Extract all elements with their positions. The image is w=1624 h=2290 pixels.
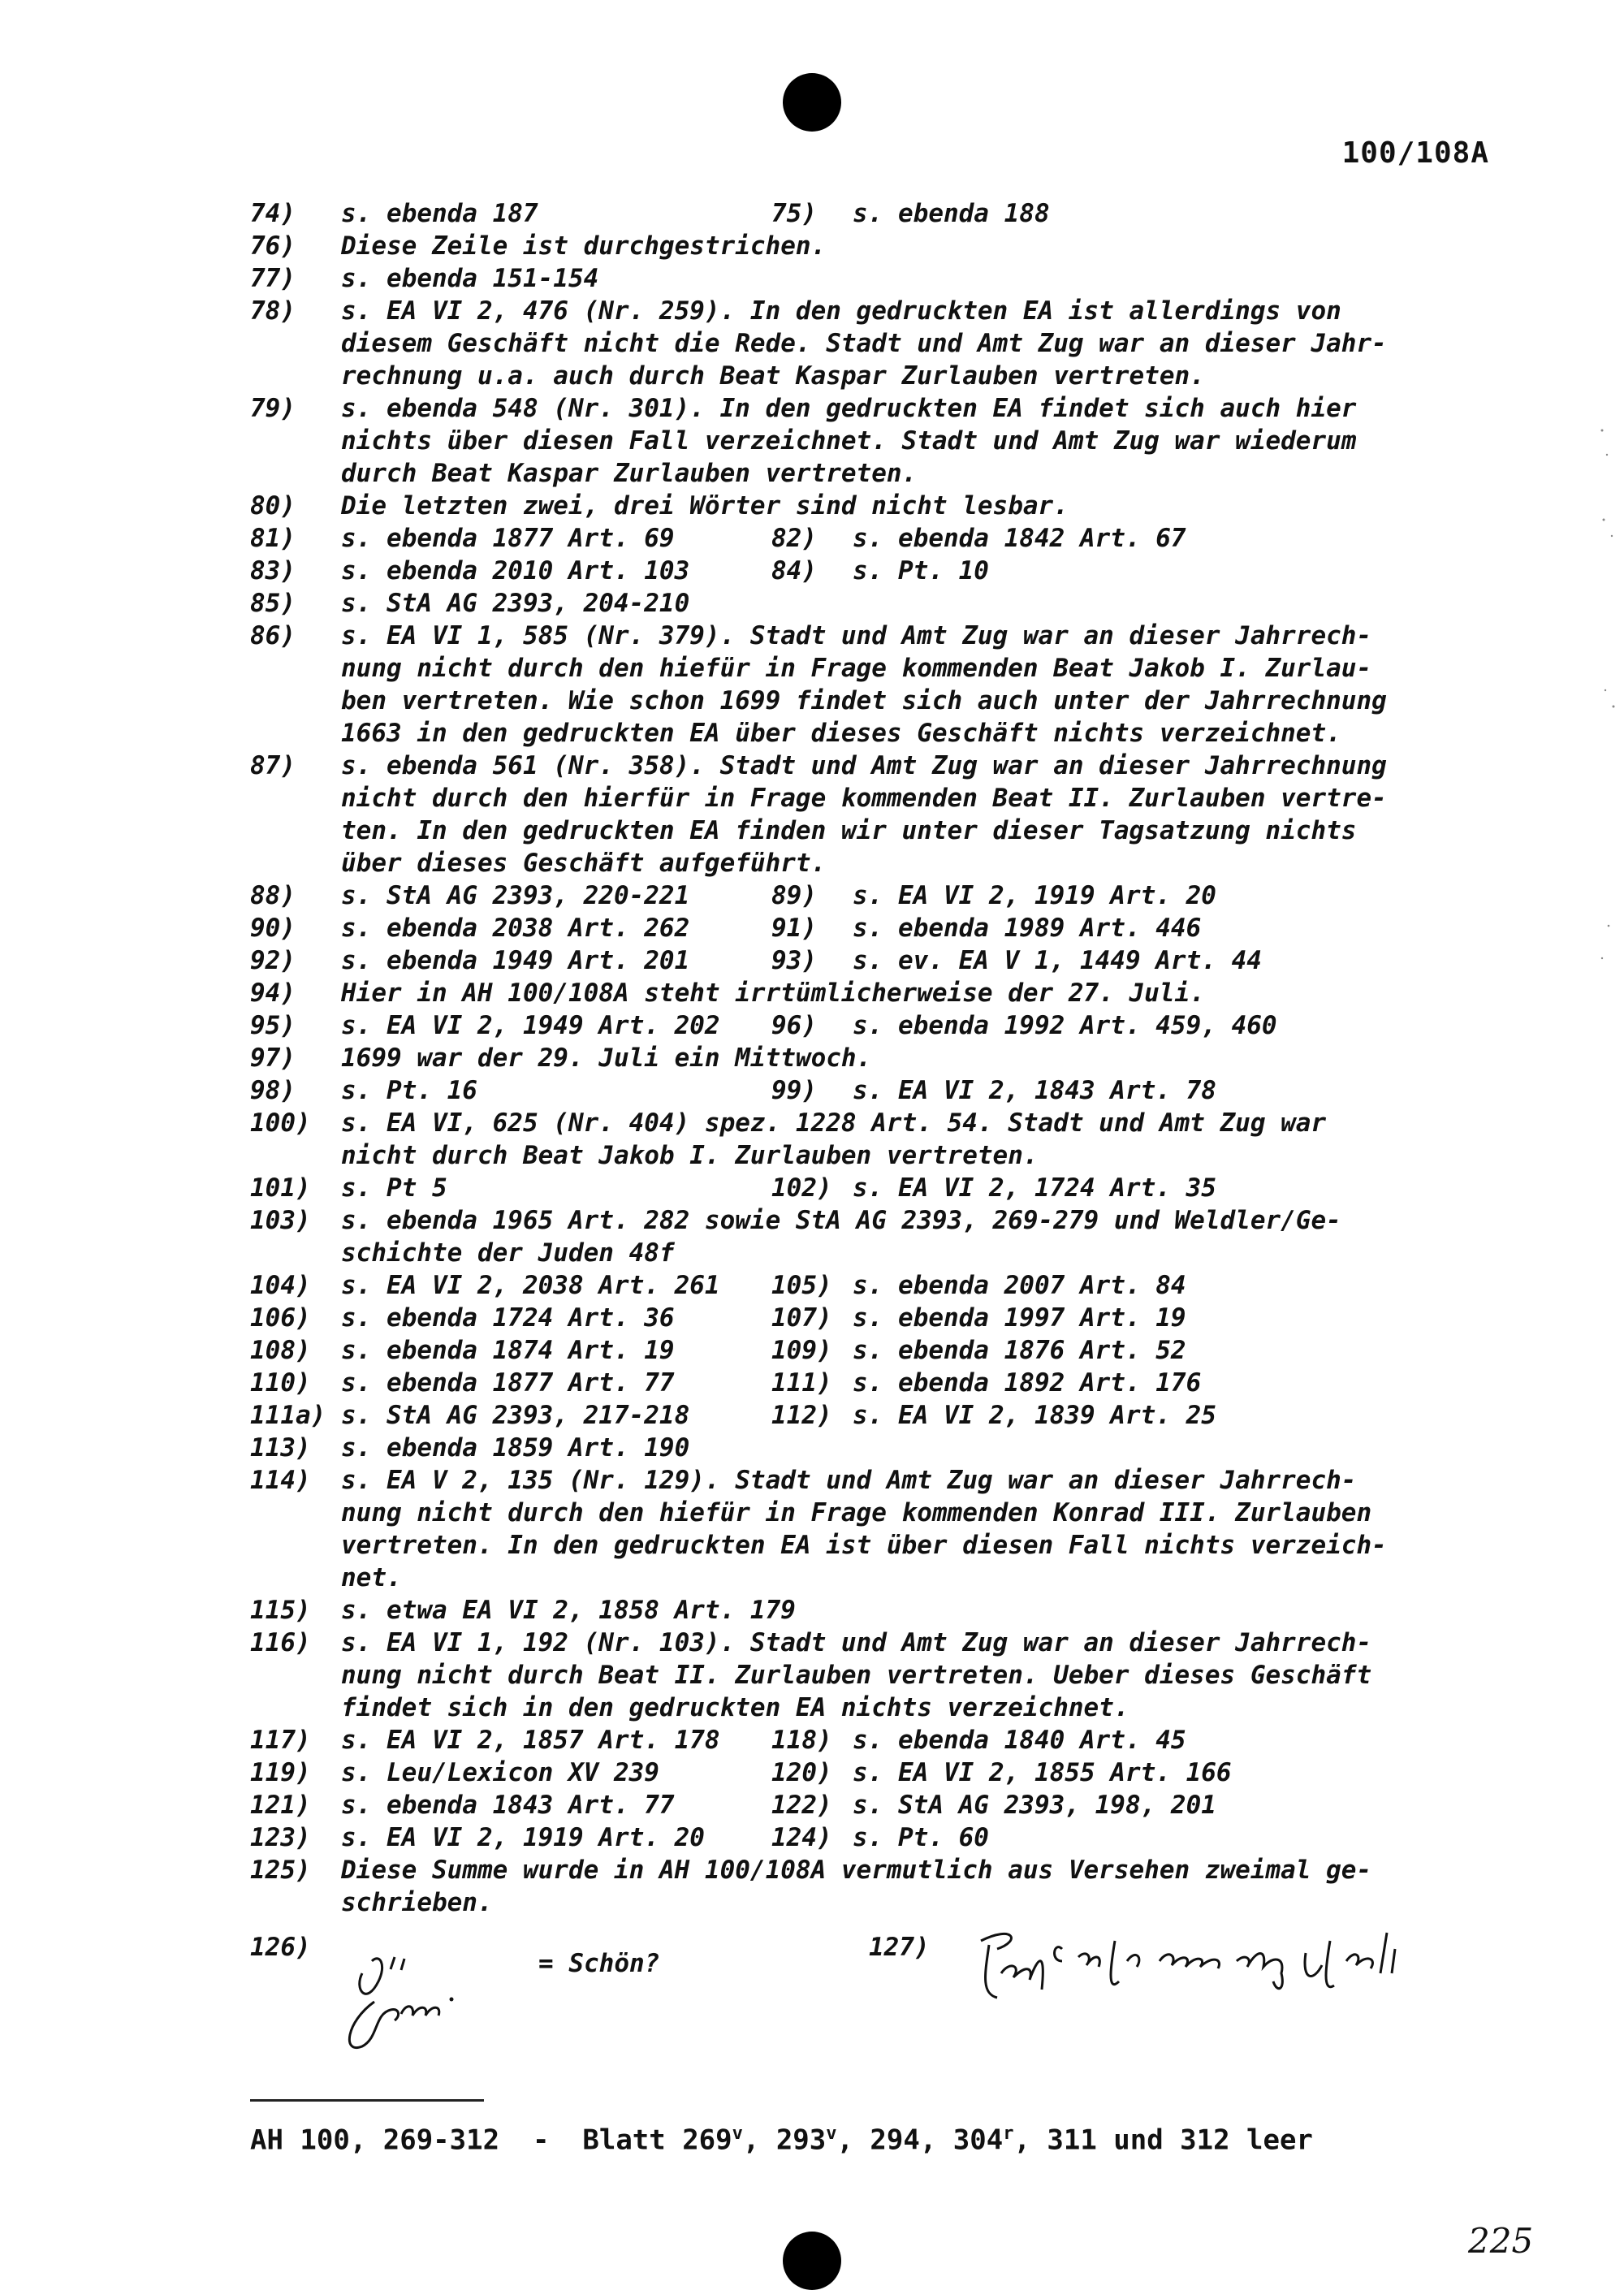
note-number: 111) (771, 1368, 832, 1398)
note-number: 89) (771, 881, 817, 910)
note-number: 105) (771, 1271, 832, 1300)
note-row-pair (250, 879, 1501, 912)
note-left (250, 1821, 771, 1854)
note-text: net. (341, 1563, 402, 1592)
note-left (250, 1269, 771, 1302)
note-number: 84) (771, 556, 817, 585)
note-row-continuation (250, 1237, 1501, 1269)
footer-sup-3: r (1003, 2124, 1014, 2144)
note-row (250, 1854, 1501, 1886)
note-number-126: 126) (250, 1933, 311, 1962)
note-indent (250, 1139, 341, 1172)
note-text: nung nicht durch den hiefür in Frage kommenden Konrad III. Zurlauben (341, 1498, 1372, 1527)
note-text: 1663 in den gedruckten EA über dieses Geschäft nichts verzeichnet. (341, 719, 1341, 748)
note-number: 92) (250, 946, 296, 975)
note-row-continuation (250, 1497, 1501, 1529)
note-text: s. ebenda 1724 Art. 36 (341, 1303, 675, 1333)
note-number: 77) (250, 264, 296, 293)
note-row-continuation (250, 652, 1501, 685)
note-text: nichts über diesen Fall verzeichnet. Stadt und Amt Zug war wiederum (341, 426, 1357, 456)
note-indent (250, 1886, 341, 1919)
note-row (250, 1464, 1501, 1497)
note-text: s. EA VI 2, 476 (Nr. 259). In den gedruckten EA ist allerdings von (341, 296, 1341, 326)
note-number: 122) (771, 1791, 832, 1820)
note-indent (250, 360, 341, 392)
note-left (250, 944, 771, 977)
note-row-continuation (250, 1886, 1501, 1919)
note-text: s. ebenda 561 (Nr. 358). Stadt und Amt Zug war an dieser Jahrrechnung (341, 751, 1387, 780)
note-text: 1699 war der 29. Juli ein Mittwoch. (341, 1043, 872, 1073)
note-right (771, 1009, 1277, 1042)
note-indent (250, 327, 341, 360)
note-number: 80) (250, 491, 296, 521)
note-left (250, 1172, 771, 1204)
note-row-continuation (250, 360, 1501, 392)
note-text: s. EA VI 2, 1919 Art. 20 (341, 1823, 705, 1852)
note-text: s. ebenda 548 (Nr. 301). In den gedruckten EA findet sich auch hier (341, 394, 1357, 423)
handwritten-page-number: 225 (1468, 2221, 1534, 2261)
note-left (250, 1074, 771, 1107)
note-right (771, 912, 1201, 944)
note-row (250, 392, 1501, 425)
note-row-pair (250, 555, 1501, 587)
scan-specks (1596, 422, 1620, 991)
note-number: 85) (250, 589, 296, 618)
note-indent (250, 1692, 341, 1724)
note-text: s. StA AG 2393, 220-221 (341, 881, 690, 910)
note-text: s. EA VI 2, 1919 Art. 20 (853, 881, 1216, 910)
note-number: 101) (250, 1173, 311, 1203)
note-right (771, 522, 1186, 555)
note-number: 75) (771, 199, 817, 228)
note-number: 91) (771, 914, 817, 943)
note-row (250, 587, 1501, 620)
note-indent (250, 717, 341, 750)
note-text: nicht durch den hierfür in Frage kommenden Beat II. Zurlauben vertre- (341, 784, 1387, 813)
note-row-pair (250, 197, 1501, 230)
note-left (250, 522, 771, 555)
note-text: Diese Summe wurde in AH 100/108A vermutlich aus Versehen zweimal ge- (341, 1856, 1372, 1885)
note-number: 121) (250, 1791, 311, 1820)
note-row-continuation (250, 1139, 1501, 1172)
note-text: über dieses Geschäft aufgeführt. (341, 849, 827, 878)
note-text: s. EA VI 2, 1857 Art. 178 (341, 1726, 720, 1755)
note-text: s. EA VI 1, 585 (Nr. 379). Stadt und Amt Zug war an dieser Jahrrech- (341, 621, 1372, 650)
note-left (250, 912, 771, 944)
note-text: s. ebenda 1840 Art. 45 (853, 1726, 1186, 1755)
note-row-pair (250, 1302, 1501, 1334)
footer-sup-1: v (732, 2124, 743, 2144)
note-row-pair (250, 1756, 1501, 1789)
note-row (250, 1432, 1501, 1464)
note-row-continuation (250, 782, 1501, 814)
note-number: 120) (771, 1758, 832, 1787)
note-row-pair (250, 522, 1501, 555)
note-row-continuation (250, 457, 1501, 490)
note-row (250, 750, 1501, 782)
handwritten-word-126 (330, 1925, 468, 2063)
note-text: durch Beat Kaspar Zurlauben vertreten. (341, 459, 918, 488)
note-text: Die letzten zwei, drei Wörter sind nicht lesbar. (341, 491, 1069, 521)
note-text: s. ebenda 187 (341, 199, 538, 228)
note-number: 125) (250, 1856, 311, 1885)
note-text: s. ebenda 1843 Art. 77 (341, 1791, 675, 1820)
note-indent (250, 1497, 341, 1529)
note-text: s. ebenda 1989 Art. 446 (853, 914, 1202, 943)
note-text: ten. In den gedruckten EA finden wir unter dieser Tagsatzung nichts (341, 816, 1357, 845)
footer-suffix: , 311 und 312 leer (1013, 2124, 1313, 2157)
note-row-pair (250, 912, 1501, 944)
note-number: 98) (250, 1076, 296, 1105)
note-row (250, 295, 1501, 327)
note-text: s. ebenda 1842 Art. 67 (853, 524, 1186, 553)
note-left (250, 197, 771, 230)
note-left (250, 1367, 771, 1399)
footer-prefix: AH 100, 269-312 - Blatt 269 (250, 2124, 732, 2157)
note-text: s. ebenda 1874 Art. 19 (341, 1336, 675, 1365)
note-number: 113) (250, 1433, 311, 1463)
note-number: 115) (250, 1596, 311, 1625)
note-row-pair (250, 1367, 1501, 1399)
note-text: findet sich in den gedruckten EA nichts verzeichnet. (341, 1693, 1129, 1722)
note-right (771, 1756, 1232, 1789)
note-right (771, 944, 1262, 977)
note-row-continuation (250, 814, 1501, 847)
note-text: schichte der Juden 48f (341, 1238, 675, 1268)
note-text: vertreten. In den gedruckten EA ist über diesen Fall nichts verzeich- (341, 1531, 1387, 1560)
note-number: 82) (771, 524, 817, 553)
note-text: s. StA AG 2393, 204-210 (341, 589, 690, 618)
note-text: s. ebenda 1992 Art. 459, 460 (853, 1011, 1277, 1040)
note-left (250, 1009, 771, 1042)
footer-note (250, 2124, 1313, 2156)
note-right (771, 1074, 1216, 1107)
note-row (250, 620, 1501, 652)
note-row-pair (250, 1789, 1501, 1821)
note-row-pair (250, 944, 1501, 977)
note-row (250, 1594, 1501, 1627)
note-text: s. ebenda 151-154 (341, 264, 599, 293)
note-left (250, 1724, 771, 1756)
note-text: s. ebenda 1997 Art. 19 (853, 1303, 1186, 1333)
note-text: s. StA AG 2393, 198, 201 (853, 1791, 1216, 1820)
note-left (250, 1789, 771, 1821)
note-right (771, 555, 989, 587)
note-row-continuation (250, 425, 1501, 457)
note-number: 97) (250, 1043, 296, 1073)
note-row-pair (250, 1269, 1501, 1302)
note-number: 103) (250, 1206, 311, 1235)
note-indent (250, 1529, 341, 1562)
note-number: 78) (250, 296, 296, 326)
note-left (250, 879, 771, 912)
note-right (771, 197, 1050, 230)
note-text: nung nicht durch den hiefür in Frage kommenden Beat Jakob I. Zurlau- (341, 654, 1372, 683)
note-indent (250, 1659, 341, 1692)
note-row-pair (250, 1009, 1501, 1042)
note-indent (250, 652, 341, 685)
note-text: s. ebenda 2038 Art. 262 (341, 914, 690, 943)
handwriting-row (250, 1925, 1501, 2022)
note-number: 100) (250, 1108, 311, 1138)
note-row-pair (250, 1821, 1501, 1854)
note-left (250, 1399, 771, 1432)
note-number: 118) (771, 1726, 832, 1755)
note-number: 110) (250, 1368, 311, 1398)
note-number: 88) (250, 881, 296, 910)
note-number: 111a) (250, 1401, 326, 1430)
note-number: 95) (250, 1011, 296, 1040)
note-indent (250, 425, 341, 457)
note-text: nicht durch Beat Jakob I. Zurlauben vertreten. (341, 1141, 1039, 1170)
note-number: 94) (250, 979, 296, 1008)
note-right (771, 1789, 1216, 1821)
note-text: s. EA VI 2, 1949 Art. 202 (341, 1011, 720, 1040)
note-number: 81) (250, 524, 296, 553)
note-right (771, 1269, 1186, 1302)
note-row (250, 490, 1501, 522)
note-right (771, 1172, 1216, 1204)
note-number: 112) (771, 1401, 832, 1430)
note-text: s. ebenda 1965 Art. 282 sowie StA AG 2393, 269-279 und Weldler/Ge- (341, 1206, 1341, 1235)
footer-mid-2: , 294, 304 (836, 2124, 1004, 2157)
note-indent (250, 685, 341, 717)
note-number-127: 127) (869, 1933, 930, 1962)
note-number: 87) (250, 751, 296, 780)
note-text: Hier in AH 100/108A steht irrtümlicherweise der 27. Juli. (341, 979, 1205, 1008)
note-text: s. EA VI 2, 1724 Art. 35 (853, 1173, 1216, 1203)
note-row (250, 1627, 1501, 1659)
note-row (250, 977, 1501, 1009)
note-row-continuation (250, 1659, 1501, 1692)
note-right (771, 1334, 1186, 1367)
note-text: s. ebenda 1949 Art. 201 (341, 946, 690, 975)
note-text: diesem Geschäft nicht die Rede. Stadt und Amt Zug war an dieser Jahr- (341, 329, 1387, 358)
note-row-pair (250, 1334, 1501, 1367)
note-number: 124) (771, 1823, 832, 1852)
note-number: 83) (250, 556, 296, 585)
note-row-continuation (250, 717, 1501, 750)
note-number: 76) (250, 231, 296, 261)
punch-hole-top (783, 73, 841, 132)
note-text: s. ebenda 1876 Art. 52 (853, 1336, 1186, 1365)
note-right (771, 1724, 1186, 1756)
note-number: 119) (250, 1758, 311, 1787)
note-text: nung nicht durch Beat II. Zurlauben vertreten. Ueber dieses Geschäft (341, 1661, 1372, 1690)
note-row (250, 1042, 1501, 1074)
note-row (250, 230, 1501, 262)
note-text: s. EA VI 2, 2038 Art. 261 (341, 1271, 720, 1300)
note-row-continuation (250, 1529, 1501, 1562)
note-number: 96) (771, 1011, 817, 1040)
note-number: 90) (250, 914, 296, 943)
note-indent (250, 847, 341, 879)
note-left (250, 1334, 771, 1367)
note-number: 102) (771, 1173, 832, 1203)
note-text: s. EA VI, 625 (Nr. 404) spez. 1228 Art. 54. Stadt und Amt Zug war (341, 1108, 1327, 1138)
note-row-continuation (250, 1692, 1501, 1724)
note-indent (250, 1562, 341, 1594)
note-row-pair (250, 1074, 1501, 1107)
note-row-continuation (250, 327, 1501, 360)
note-text: s. ebenda 2010 Art. 103 (341, 556, 690, 585)
note-number: 104) (250, 1271, 311, 1300)
note-text: ben vertreten. Wie schon 1699 findet sich auch unter der Jahrrechnung (341, 686, 1387, 715)
note-number: 117) (250, 1726, 311, 1755)
note-text: rechnung u.a. auch durch Beat Kaspar Zurlauben vertreten. (341, 361, 1205, 391)
note-text: s. Pt. 60 (853, 1823, 989, 1852)
footer-sup-2: v (826, 2124, 837, 2144)
note-text: s. ebenda 2007 Art. 84 (853, 1271, 1186, 1300)
note-right (771, 1821, 989, 1854)
footer-divider (250, 2099, 484, 2102)
footnotes-list (250, 197, 1501, 1919)
note-number: 109) (771, 1336, 832, 1365)
note-text: Diese Zeile ist durchgestrichen. (341, 231, 827, 261)
note-right (771, 1302, 1186, 1334)
note-row-pair (250, 1399, 1501, 1432)
note-text: s. StA AG 2393, 217-218 (341, 1401, 690, 1430)
note-row-continuation (250, 685, 1501, 717)
note-text: s. etwa EA VI 2, 1858 Art. 179 (341, 1596, 796, 1625)
note-left (250, 555, 771, 587)
punch-hole-bottom (783, 2232, 841, 2290)
note-number: 123) (250, 1823, 311, 1852)
note-126-label: = Schön? (538, 1949, 660, 1978)
note-indent (250, 1237, 341, 1269)
note-number: 86) (250, 621, 296, 650)
note-number: 99) (771, 1076, 817, 1105)
note-text: s. EA VI 2, 1843 Art. 78 (853, 1076, 1216, 1105)
note-number: 79) (250, 394, 296, 423)
note-text: s. ebenda 1892 Art. 176 (853, 1368, 1202, 1398)
note-right (771, 879, 1216, 912)
note-number: 116) (250, 1628, 311, 1657)
note-row-pair (250, 1724, 1501, 1756)
note-row (250, 1107, 1501, 1139)
note-row-continuation (250, 1562, 1501, 1594)
note-text: s. EA V 2, 135 (Nr. 129). Stadt und Amt Zug war an dieser Jahrrech- (341, 1466, 1357, 1495)
note-text: s. EA VI 2, 1839 Art. 25 (853, 1401, 1216, 1430)
note-row-continuation (250, 847, 1501, 879)
note-number: 74) (250, 199, 296, 228)
note-right (771, 1399, 1216, 1432)
note-indent (250, 814, 341, 847)
note-number: 108) (250, 1336, 311, 1365)
note-text: s. ebenda 1877 Art. 77 (341, 1368, 675, 1398)
note-left (250, 1302, 771, 1334)
note-text: s. Pt. 16 (341, 1076, 477, 1105)
note-number: 107) (771, 1303, 832, 1333)
note-right (771, 1367, 1201, 1399)
note-number: 106) (250, 1303, 311, 1333)
handwritten-phrase-127 (965, 1916, 1436, 2014)
note-left (250, 1756, 771, 1789)
note-text: s. Pt 5 (341, 1173, 447, 1203)
note-text: s. Leu/Lexicon XV 239 (341, 1758, 659, 1787)
note-row (250, 262, 1501, 295)
note-text: s. ebenda 1877 Art. 69 (341, 524, 675, 553)
note-row (250, 1204, 1501, 1237)
note-number: 114) (250, 1466, 311, 1495)
note-number: 93) (771, 946, 817, 975)
note-text: s. EA VI 1, 192 (Nr. 103). Stadt und Amt Zug war an dieser Jahrrech- (341, 1628, 1372, 1657)
note-text: s. ebenda 1859 Art. 190 (341, 1433, 690, 1463)
note-text: s. ev. EA V 1, 1449 Art. 44 (853, 946, 1262, 975)
note-text: s. EA VI 2, 1855 Art. 166 (853, 1758, 1232, 1787)
note-text: s. Pt. 10 (853, 556, 989, 585)
note-text: s. ebenda 188 (853, 199, 1050, 228)
document-reference: 100/108A (1341, 136, 1489, 170)
footer-mid-1: , 293 (742, 2124, 827, 2157)
note-indent (250, 457, 341, 490)
note-row-pair (250, 1172, 1501, 1204)
note-text: schrieben. (341, 1888, 493, 1917)
note-indent (250, 782, 341, 814)
